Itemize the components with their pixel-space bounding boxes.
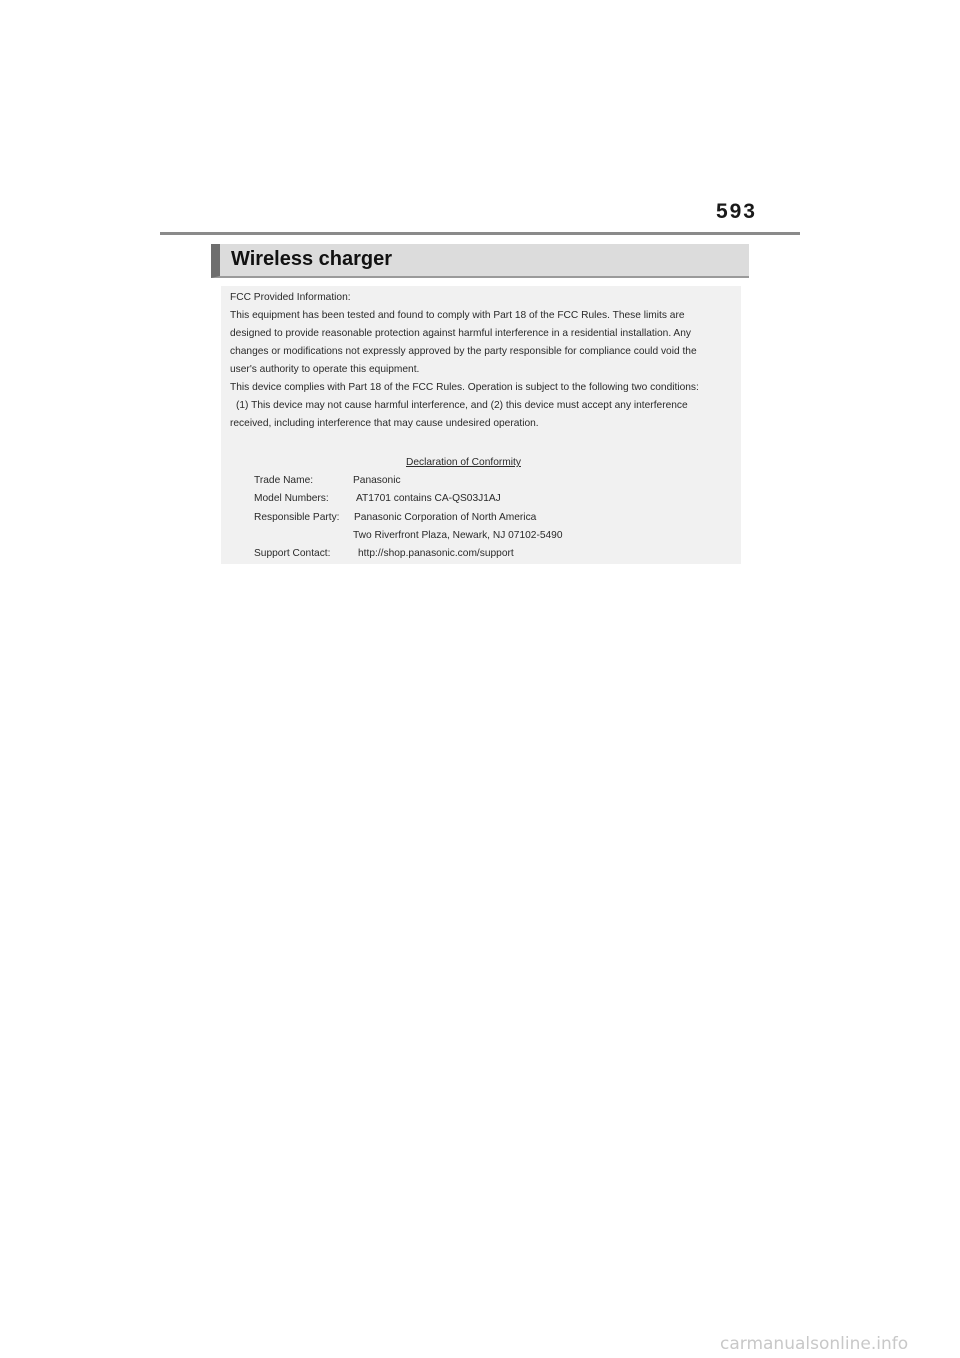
support-contact-value: http://shop.panasonic.com/support	[358, 548, 514, 559]
declaration-title: Declaration of Conformity	[406, 457, 521, 468]
fcc-line: received, including interference that may cause undesired operation.	[230, 418, 539, 429]
fcc-heading: FCC Provided Information:	[230, 292, 351, 303]
responsible-party-value: Panasonic Corporation of North America	[354, 512, 537, 523]
fcc-line: changes or modifications not expressly approved by the party responsible for compliance could void the	[230, 346, 697, 357]
watermark-text: carmanualsonline.info	[720, 1334, 909, 1354]
trade-name-value: Panasonic	[353, 475, 401, 486]
fcc-line: user's authority to operate this equipment.	[230, 364, 420, 375]
section-title: Wireless charger	[231, 248, 393, 270]
fcc-line: This equipment has been tested and found to comply with Part 18 of the FCC Rules. These limits are	[230, 310, 685, 321]
fcc-line: designed to provide reasonable protection against harmful interference in a residential installation. Any	[230, 328, 691, 339]
trade-name-label: Trade Name:	[254, 475, 314, 486]
responsible-party-address: Two Riverfront Plaza, Newark, NJ 07102-5490	[353, 530, 563, 541]
fcc-information-panel	[221, 286, 741, 564]
model-numbers-value: AT1701 contains CA-QS03J1AJ	[356, 493, 501, 504]
fcc-line: This device complies with Part 18 of the FCC Rules. Operation is subject to the following two conditions:	[230, 382, 699, 393]
page-number: 593	[715, 200, 757, 223]
header-rule	[160, 232, 800, 235]
fcc-line: (1) This device may not cause harmful interference, and (2) this device must accept any interference	[236, 400, 688, 411]
responsible-party-label: Responsible Party:	[254, 512, 340, 523]
support-contact-label: Support Contact:	[254, 548, 331, 559]
model-numbers-label: Model Numbers:	[254, 493, 329, 504]
section-header	[211, 244, 749, 278]
